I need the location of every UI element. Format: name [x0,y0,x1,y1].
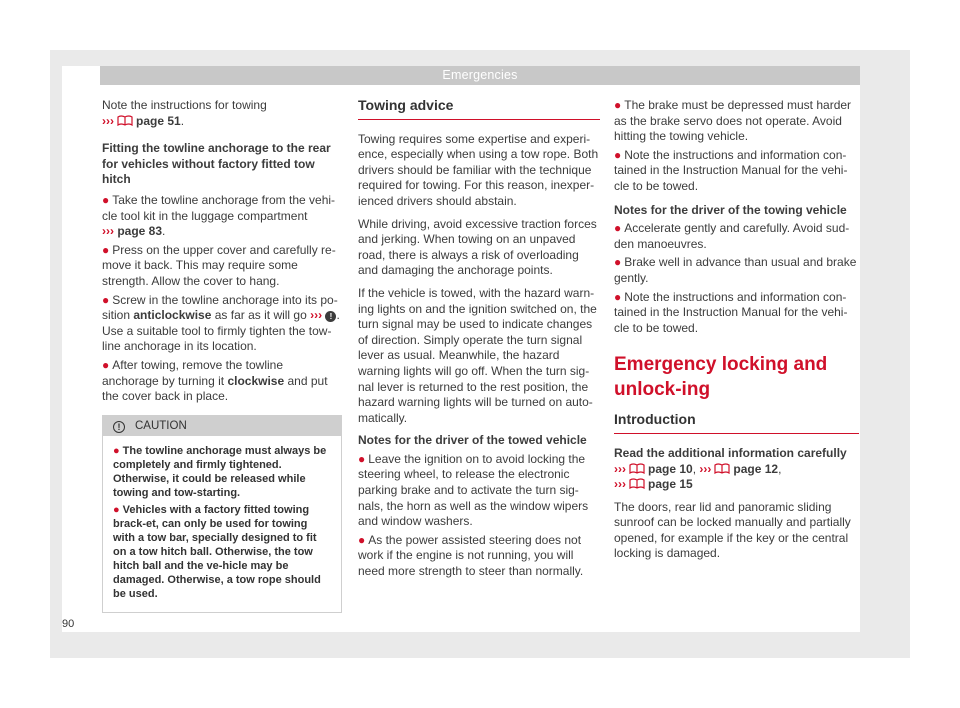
list-item: ● The towline anchorage must always be completely and firmly tightened. Otherwise, it could be released while towing and tow-starting. [113,444,327,499]
bullet-icon: ● [113,444,120,457]
column-1 [102,98,342,613]
paragraph: While driving, avoid excessive traction forces and jerking. When towing on an unpaved road, there is always a risk of overloading and damaging the anchorage points. [358,216,597,278]
page-ref-link[interactable]: page 10 [648,461,693,476]
arrow-glyph: ››› [102,113,114,128]
intro-paragraph: Note the instructions for towing ››› page 51. [102,98,267,128]
page-ref-link[interactable]: page 12 [733,461,779,476]
book-icon [629,478,645,489]
bullet-icon: ● [358,451,366,466]
chapter-header: Emergencies [100,66,860,85]
bullet-icon: ● [102,292,110,307]
list-item: ● As the power assisted steering does not work if the engine is not running, you will need more strength to steer than normally. [358,532,584,579]
paragraph: Towing requires some expertise and experi-ence, especially when using a tow rope. Both drivers should be familiar with the technique required for towing. For this reason, inexper-ienced drivers should abstain. [358,131,599,208]
list-item: ● After towing, remove the towline anchorage by turning it clockwise and put the cover back in place. [102,357,328,404]
bullet-icon: ● [614,255,622,270]
subheading-towing-vehicle: Notes for the driver of the towing vehicle [614,202,847,217]
list-item: ● Take the towline anchorage from the vehi-cle tool kit in the luggage compartment ››› page 83. [102,192,336,239]
warning-icon: ! [325,311,336,322]
page-ref-link[interactable]: page 83 [117,224,163,239]
bullet-icon: ● [102,242,110,257]
book-icon [117,115,133,126]
caution-box [102,415,342,613]
column-2 [358,98,600,583]
book-icon [629,463,645,474]
page-ref-link[interactable]: page 51 [136,113,181,128]
bullet-icon: ● [614,98,622,112]
paragraph: If the vehicle is towed, with the hazard warn-ing lights on and the ignition switched on, the turn signal may be used to indicate changes of direction. Simply operate the turn signal lever as usual. Meanwhile, the hazard warning lights will go off. When the turn sig-nal lever is returned to the rest position, the hazard warning lights will be turned on auto-matically. [358,285,597,425]
chapter-heading: Emergency locking and unlock-ing [614,354,828,401]
bullet-icon: ● [113,503,120,516]
bullet-icon: ● [614,221,622,236]
list-item: ● Vehicles with a factory fitted towing brack-et, can only be used for towing with a tow bar, specially designed to fit on a tow hitch ball. Otherwise, the tow hitch ball and the ve-hicle may be damaged. Otherwise, a tow rope should be used. [113,503,321,600]
section-title-introduction: Introduction [614,412,859,434]
bullet-icon: ● [102,357,110,372]
page-ref-link[interactable]: page 15 [648,477,693,492]
list-item: ● Note the instructions and information con-tained in the Instruction Manual for the vehi-cle to be towed. [614,147,848,193]
list-item: ● Press on the upper cover and carefully re-move it back. This may require some strength. Allow the cover to hang. [102,242,336,288]
bullet-icon: ● [614,289,622,304]
list-item: ● Leave the ignition on to avoid locking the steering wheel, to release the electronic parking brake and to activate the turn sig-nals, the horn as well as the window wipers and window washers. [358,451,589,529]
caution-icon: ! [113,421,125,433]
caution-body [103,436,341,612]
list-item: ● Screw in the towline anchorage into its po-sition anticlockwise as far as it will go ››› ! . Use a suitable tool to firmly tighten the tow-line anchorage in its location. [102,292,340,354]
section-title-towing-advice: Towing advice [358,98,600,120]
paragraph: The doors, rear lid and panoramic sliding sunroof can be locked manually and partially opened, for example if the key or the central locking is damaged. [614,499,851,561]
bullet-icon: ● [358,532,366,547]
subheading-towed-vehicle: Notes for the driver of the towed vehicle [358,433,587,448]
reference-paragraph: Read the additional information carefully ››› page 10, ››› page 12, ››› page 15 [614,445,847,492]
list-item: ● Accelerate gently and carefully. Avoid sud-den manoeuvres. [614,221,850,251]
bullet-icon: ● [102,192,110,207]
list-item: ● Brake well in advance than usual and brake gently. [614,255,857,285]
column-3 [614,98,859,569]
list-item: ● Note the instructions and information con-tained in the Instruction Manual for the vehi-cle to be towed. [614,289,848,335]
page-number: 90 [62,618,75,630]
caution-header: ! CAUTION [103,416,341,436]
subheading-anchorage: Fitting the towline anchorage to the rear for vehicles without factory fitted tow hitch [102,141,331,187]
bullet-icon: ● [614,147,622,162]
list-item: ● The brake must be depressed must harder as the brake servo does not operate. Avoid hitting the towing vehicle. [614,98,852,144]
book-icon [714,463,730,474]
